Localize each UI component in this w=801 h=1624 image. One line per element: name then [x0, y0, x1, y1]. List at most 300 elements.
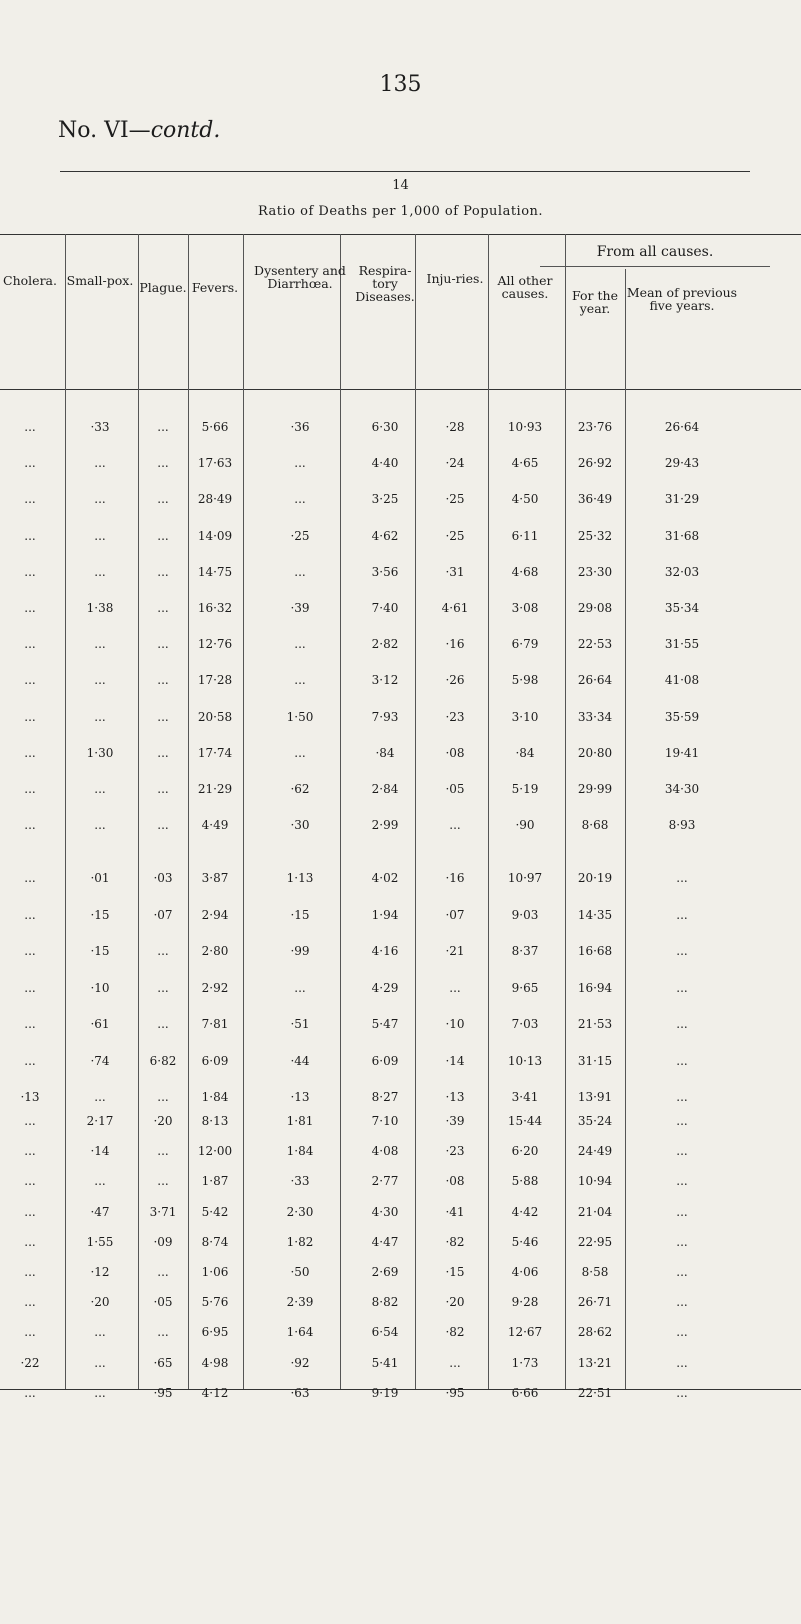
table-cell: ...	[157, 564, 169, 579]
table-cell: 3·41	[511, 1090, 539, 1104]
table-cell: 2·94	[201, 907, 229, 922]
table-cell: ...	[157, 1090, 169, 1104]
table-cell: ...	[157, 1017, 169, 1031]
table-cell: 6·11	[511, 528, 539, 543]
table-cell: ·63	[290, 1385, 310, 1400]
table-cell: 3·56	[371, 564, 399, 579]
table-cell: ...	[449, 1355, 461, 1370]
table-top-rule	[0, 234, 801, 235]
table-cell: ·82	[445, 1325, 465, 1340]
table-cell: ...	[24, 745, 36, 760]
table-cell: 12·67	[507, 1325, 543, 1340]
table-cell: 31·68	[664, 528, 700, 543]
table-cell: ...	[157, 601, 169, 615]
top-rule	[60, 171, 750, 172]
table-cell: ...	[94, 818, 106, 833]
table-cell: ...	[157, 818, 169, 833]
table-cell: ·61	[90, 1017, 110, 1031]
table-cell: 16·68	[577, 944, 613, 958]
table-cell: 5·47	[371, 1017, 399, 1031]
table-cell: ...	[157, 745, 169, 760]
column-header-respiratory-diseases: Respira-tory Diseases.	[355, 263, 415, 304]
table-cell: ·20	[445, 1295, 465, 1310]
table-cell: ·30	[290, 818, 310, 833]
table-cell: 8·58	[581, 1265, 609, 1279]
table-cell: ·92	[290, 1355, 310, 1370]
table-cell: ...	[157, 1265, 169, 1279]
table-cell: ...	[676, 1234, 688, 1249]
table-cell: 21·04	[577, 1204, 613, 1219]
table-cell: ...	[24, 1204, 36, 1219]
table-cell: ...	[94, 456, 106, 471]
table-cell: 8·68	[581, 818, 609, 833]
table-number: 14	[392, 178, 409, 193]
table-cell: 24·49	[577, 1144, 613, 1159]
table-cell: 4·47	[371, 1234, 399, 1249]
table-cell: ...	[676, 1325, 688, 1340]
table-cell: ·03	[153, 871, 173, 885]
table-cell: 4·12	[201, 1385, 229, 1400]
table-cell: ...	[676, 980, 688, 995]
table-cell: 29·99	[577, 782, 613, 796]
table-cell: 5·76	[201, 1295, 229, 1310]
table-cell: 5·98	[511, 673, 539, 688]
table-cell: ·84	[375, 745, 395, 760]
table-cell: ...	[24, 871, 36, 885]
table-cell: 1·87	[201, 1174, 229, 1189]
table-cell: 4·49	[201, 818, 229, 833]
table-cell: ·31	[445, 564, 465, 579]
table-cell: ...	[676, 1295, 688, 1310]
table-cell: ·10	[90, 980, 110, 995]
table-cell: 4·08	[371, 1144, 399, 1159]
table-cell: ·84	[515, 745, 535, 760]
table-cell: 23·30	[577, 564, 613, 579]
table-cell: 1·64	[286, 1325, 314, 1340]
table-cell: ...	[24, 1017, 36, 1031]
table-cell: 36·49	[577, 492, 613, 507]
table-cell: ...	[676, 1265, 688, 1279]
table-cell: 22·53	[577, 637, 613, 652]
table-cell: ·13	[290, 1090, 310, 1104]
table-cell: ...	[676, 1114, 688, 1128]
table-cell: ·13	[20, 1090, 40, 1104]
table-cell: ·15	[90, 944, 110, 958]
table-cell: ·21	[445, 944, 465, 958]
table-cell: ·15	[445, 1265, 465, 1279]
column-header-for-the-year: For the year.	[572, 288, 618, 316]
table-cell: 20·19	[577, 871, 613, 885]
table-cell: 1·81	[286, 1114, 314, 1128]
table-cell: ·07	[153, 907, 173, 922]
table-cell: 9·19	[371, 1385, 399, 1400]
table-cell: ·95	[445, 1385, 465, 1400]
table-cell: ·82	[445, 1234, 465, 1249]
table-cell: 1·84	[286, 1144, 314, 1159]
table-cell: 4·29	[371, 980, 399, 995]
table-cell: 25·32	[577, 528, 613, 543]
table-cell: ·25	[445, 492, 465, 507]
table-cell: ...	[94, 709, 106, 724]
table-cell: ·41	[445, 1204, 465, 1219]
table-cell: ·16	[445, 871, 465, 885]
table-cell: ...	[94, 1355, 106, 1370]
table-cell: 4·30	[371, 1204, 399, 1219]
table-cell: 2·17	[86, 1114, 114, 1128]
table-cell: 3·10	[511, 709, 539, 724]
table-cell: 41·08	[664, 673, 700, 688]
table-cell: ...	[157, 980, 169, 995]
table-cell: ...	[676, 1053, 688, 1068]
table-cell: ...	[449, 818, 461, 833]
table-cell: 12·76	[197, 637, 233, 652]
table-cell: ...	[157, 456, 169, 471]
table-cell: ·44	[290, 1053, 310, 1068]
table-cell: ·65	[153, 1355, 173, 1370]
table-cell: ...	[676, 1017, 688, 1031]
table-cell: 1·06	[201, 1265, 229, 1279]
table-cell: ·22	[20, 1355, 40, 1370]
table-cell: ·16	[445, 637, 465, 652]
column-header-small-pox: Small-pox.	[66, 273, 134, 288]
table-cell: 26·64	[577, 673, 613, 688]
table-cell: 9·65	[511, 980, 539, 995]
table-cell: 17·28	[197, 673, 233, 688]
table-cell: 22·51	[577, 1385, 613, 1400]
table-cell: 17·74	[197, 745, 233, 760]
table-cell: ...	[24, 1174, 36, 1189]
running-head	[58, 118, 220, 143]
table-cell: 1·30	[86, 745, 114, 760]
table-cell: ...	[294, 564, 306, 579]
table-cell: 21·29	[197, 782, 233, 796]
table-cell: ...	[294, 637, 306, 652]
table-cell: ·05	[153, 1295, 173, 1310]
table-cell: ...	[24, 1325, 36, 1340]
table-cell: ...	[24, 818, 36, 833]
table-cell: ·15	[90, 907, 110, 922]
table-cell: ...	[24, 782, 36, 796]
table-cell: ·20	[153, 1114, 173, 1128]
table-cell: ...	[24, 709, 36, 724]
table-cell: 6·66	[511, 1385, 539, 1400]
table-cell: 5·42	[201, 1204, 229, 1219]
table-cell: ·33	[90, 420, 110, 434]
table-cell: ...	[94, 782, 106, 796]
table-cell: 2·92	[201, 980, 229, 995]
table-cell: 8·93	[668, 818, 696, 833]
table-cell: ·08	[445, 745, 465, 760]
table-cell: 16·32	[197, 601, 233, 615]
table-cell: 3·08	[511, 601, 539, 615]
table-cell: ...	[157, 1144, 169, 1159]
table-cell: ...	[157, 492, 169, 507]
table-cell: ...	[24, 1265, 36, 1279]
table-cell: 9·03	[511, 907, 539, 922]
table-cell: 6·95	[201, 1325, 229, 1340]
table-cell: 20·80	[577, 745, 613, 760]
table-cell: 4·65	[511, 456, 539, 471]
table-cell: 8·74	[201, 1234, 229, 1249]
table-cell: ...	[157, 1174, 169, 1189]
table-cell: ...	[24, 673, 36, 688]
table-cell: 1·82	[286, 1234, 314, 1249]
table-cell: ·25	[445, 528, 465, 543]
table-cell: ...	[294, 673, 306, 688]
table-cell: 4·40	[371, 456, 399, 471]
table-cell: ...	[294, 456, 306, 471]
table-cell: 1·94	[371, 907, 399, 922]
table-cell: 2·99	[371, 818, 399, 833]
table-cell: ·39	[445, 1114, 465, 1128]
column-divider	[340, 234, 341, 1389]
table-cell: ...	[676, 1090, 688, 1104]
group-header-rule	[540, 266, 770, 267]
table-cell: ...	[294, 980, 306, 995]
table-cell: 34·30	[664, 782, 700, 796]
table-cell: ...	[157, 1325, 169, 1340]
table-cell: ...	[24, 601, 36, 615]
table-cell: ...	[676, 1174, 688, 1189]
table-cell: ·08	[445, 1174, 465, 1189]
table-cell: ...	[24, 528, 36, 543]
table-cell: 1·55	[86, 1234, 114, 1249]
column-header-fevers: Fevers.	[191, 280, 239, 295]
table-cell: 14·35	[577, 907, 613, 922]
table-cell: ·47	[90, 1204, 110, 1219]
table-cell: ...	[676, 1385, 688, 1400]
table-cell: ...	[24, 1295, 36, 1310]
table-cell: ·28	[445, 420, 465, 434]
running-head-suffix: contd.	[150, 118, 221, 143]
table-cell: 26·71	[577, 1295, 613, 1310]
table-cell: ...	[24, 980, 36, 995]
table-cell: ...	[94, 1090, 106, 1104]
table-cell: ...	[294, 745, 306, 760]
table-cell: 4·50	[511, 492, 539, 507]
table-cell: ...	[676, 1355, 688, 1370]
column-header-mean-of-previous-five-years: Mean of previous five years.	[626, 285, 738, 313]
table-cell: 29·43	[664, 456, 700, 471]
table-cell: ·36	[290, 420, 310, 434]
table-cell: ...	[157, 420, 169, 434]
table-cell: 4·06	[511, 1265, 539, 1279]
table-cell: ...	[294, 492, 306, 507]
table-cell: 31·29	[664, 492, 700, 507]
table-cell: 13·91	[577, 1090, 613, 1104]
table-cell: 35·24	[577, 1114, 613, 1128]
table-cell: 8·13	[201, 1114, 229, 1128]
table-cell: 10·93	[507, 420, 543, 434]
table-cell: 4·98	[201, 1355, 229, 1370]
table-cell: ...	[157, 673, 169, 688]
table-cell: 5·19	[511, 782, 539, 796]
table-cell: 10·94	[577, 1174, 613, 1189]
table-cell: ...	[157, 528, 169, 543]
table-cell: ·13	[445, 1090, 465, 1104]
table-cell: 5·46	[511, 1234, 539, 1249]
table-cell: 35·34	[664, 601, 700, 615]
table-cell: 17·63	[197, 456, 233, 471]
table-cell: 31·15	[577, 1053, 613, 1068]
table-cell: 9·28	[511, 1295, 539, 1310]
table-cell: 12·00	[197, 1144, 233, 1159]
table-cell: ·51	[290, 1017, 310, 1031]
table-cell: ·39	[290, 601, 310, 615]
table-cell: 22·95	[577, 1234, 613, 1249]
table-cell: 7·10	[371, 1114, 399, 1128]
column-header-all-other-causes: All other causes.	[497, 273, 553, 301]
table-cell: 1·73	[511, 1355, 539, 1370]
table-cell: ·12	[90, 1265, 110, 1279]
table-cell: 2·30	[286, 1204, 314, 1219]
table-cell: 2·84	[371, 782, 399, 796]
table-cell: 7·40	[371, 601, 399, 615]
table-cell: ·25	[290, 528, 310, 543]
table-cell: ·26	[445, 673, 465, 688]
table-cell: 4·16	[371, 944, 399, 958]
table-cell: 28·49	[197, 492, 233, 507]
table-cell: ...	[24, 420, 36, 434]
table-cell: 14·75	[197, 564, 233, 579]
table-cell: 3·25	[371, 492, 399, 507]
table-cell: ·09	[153, 1234, 173, 1249]
table-cell: ...	[24, 1114, 36, 1128]
page-number: 135	[379, 72, 422, 97]
table-cell: ...	[94, 492, 106, 507]
table-cell: 1·84	[201, 1090, 229, 1104]
table-cell: ·90	[515, 818, 535, 833]
table-cell: 4·68	[511, 564, 539, 579]
table-cell: 20·58	[197, 709, 233, 724]
table-cell: ...	[24, 1234, 36, 1249]
table-cell: ·74	[90, 1053, 110, 1068]
table-cell: ...	[449, 980, 461, 995]
table-cell: ·01	[90, 871, 110, 885]
table-cell: 31·55	[664, 637, 700, 652]
table-cell: 19·41	[664, 745, 700, 760]
table-cell: ·24	[445, 456, 465, 471]
column-header-plague: Plague.	[139, 280, 187, 295]
table-cell: 4·02	[371, 871, 399, 885]
table-cell: 6·30	[371, 420, 399, 434]
table-cell: 29·08	[577, 601, 613, 615]
table-cell: ·15	[290, 907, 310, 922]
table-cell: ·20	[90, 1295, 110, 1310]
table-cell: ·23	[445, 1144, 465, 1159]
table-cell: 6·82	[149, 1053, 177, 1068]
table-cell: 6·20	[511, 1144, 539, 1159]
table-cell: ·07	[445, 907, 465, 922]
table-cell: 2·80	[201, 944, 229, 958]
table-cell: 32·03	[664, 564, 700, 579]
table-cell: 2·39	[286, 1295, 314, 1310]
table-cell: 3·87	[201, 871, 229, 885]
table-cell: ·50	[290, 1265, 310, 1279]
table-cell: ·10	[445, 1017, 465, 1031]
table-cell: ·62	[290, 782, 310, 796]
table-cell: ...	[24, 564, 36, 579]
table-cell: 2·77	[371, 1174, 399, 1189]
table-cell: 16·94	[577, 980, 613, 995]
table-cell: 23·76	[577, 420, 613, 434]
table-cell: 4·61	[441, 601, 469, 615]
table-cell: ...	[676, 944, 688, 958]
table-cell: 15·44	[507, 1114, 543, 1128]
group-header-from-all-causes: From all causes.	[596, 244, 714, 260]
table-cell: 5·41	[371, 1355, 399, 1370]
table-cell: 3·71	[149, 1204, 177, 1219]
table-cell: 2·69	[371, 1265, 399, 1279]
table-cell: 13·21	[577, 1355, 613, 1370]
table-cell: 1·13	[286, 871, 314, 885]
table-cell: ...	[24, 637, 36, 652]
table-cell: 1·50	[286, 709, 314, 724]
table-cell: ...	[24, 456, 36, 471]
table-cell: ...	[24, 1385, 36, 1400]
header-bottom-rule	[0, 389, 801, 390]
table-cell: 35·59	[664, 709, 700, 724]
table-cell: ...	[24, 944, 36, 958]
table-cell: 7·93	[371, 709, 399, 724]
table-cell: ...	[157, 709, 169, 724]
table-cell: ...	[94, 1325, 106, 1340]
table-cell: ...	[157, 944, 169, 958]
table-cell: 4·42	[511, 1204, 539, 1219]
table-cell: 28·62	[577, 1325, 613, 1340]
table-cell: ...	[24, 907, 36, 922]
table-cell: 6·09	[371, 1053, 399, 1068]
table-cell: 2·82	[371, 637, 399, 652]
table-cell: 3·12	[371, 673, 399, 688]
table-cell: ...	[94, 528, 106, 543]
table-cell: ...	[676, 907, 688, 922]
table-cell: ...	[157, 637, 169, 652]
table-cell: ·14	[90, 1144, 110, 1159]
table-cell: ...	[94, 1385, 106, 1400]
table-cell: ·23	[445, 709, 465, 724]
table-cell: 33·34	[577, 709, 613, 724]
table-cell: 10·13	[507, 1053, 543, 1068]
table-cell: ...	[94, 564, 106, 579]
table-cell: 6·79	[511, 637, 539, 652]
table-title: Ratio of Deaths per 1,000 of Population.	[257, 204, 544, 219]
table-cell: 8·82	[371, 1295, 399, 1310]
table-cell: ...	[676, 1204, 688, 1219]
table-cell: ...	[94, 673, 106, 688]
table-cell: 7·03	[511, 1017, 539, 1031]
table-cell: ·95	[153, 1385, 173, 1400]
table-cell: 26·64	[664, 420, 700, 434]
running-head-prefix: No. VI—	[58, 118, 151, 143]
table-cell: ...	[676, 871, 688, 885]
table-cell: ...	[157, 782, 169, 796]
table-cell: ·33	[290, 1174, 310, 1189]
column-header-cholera: Cholera.	[3, 273, 57, 288]
table-cell: 6·54	[371, 1325, 399, 1340]
table-cell: ...	[94, 1174, 106, 1189]
table-cell: 21·53	[577, 1017, 613, 1031]
table-cell: ·05	[445, 782, 465, 796]
column-header-dysentery-and-diarrhoea: Dysentery and Diarrhœa.	[254, 263, 346, 291]
table-cell: 8·27	[371, 1090, 399, 1104]
table-cell: ...	[24, 1053, 36, 1068]
table-cell: ...	[94, 637, 106, 652]
column-header-injuries: Inju-ries.	[426, 271, 484, 286]
table-cell: 10·97	[507, 871, 543, 885]
table-cell: ...	[24, 1144, 36, 1159]
table-cell: 5·88	[511, 1174, 539, 1189]
